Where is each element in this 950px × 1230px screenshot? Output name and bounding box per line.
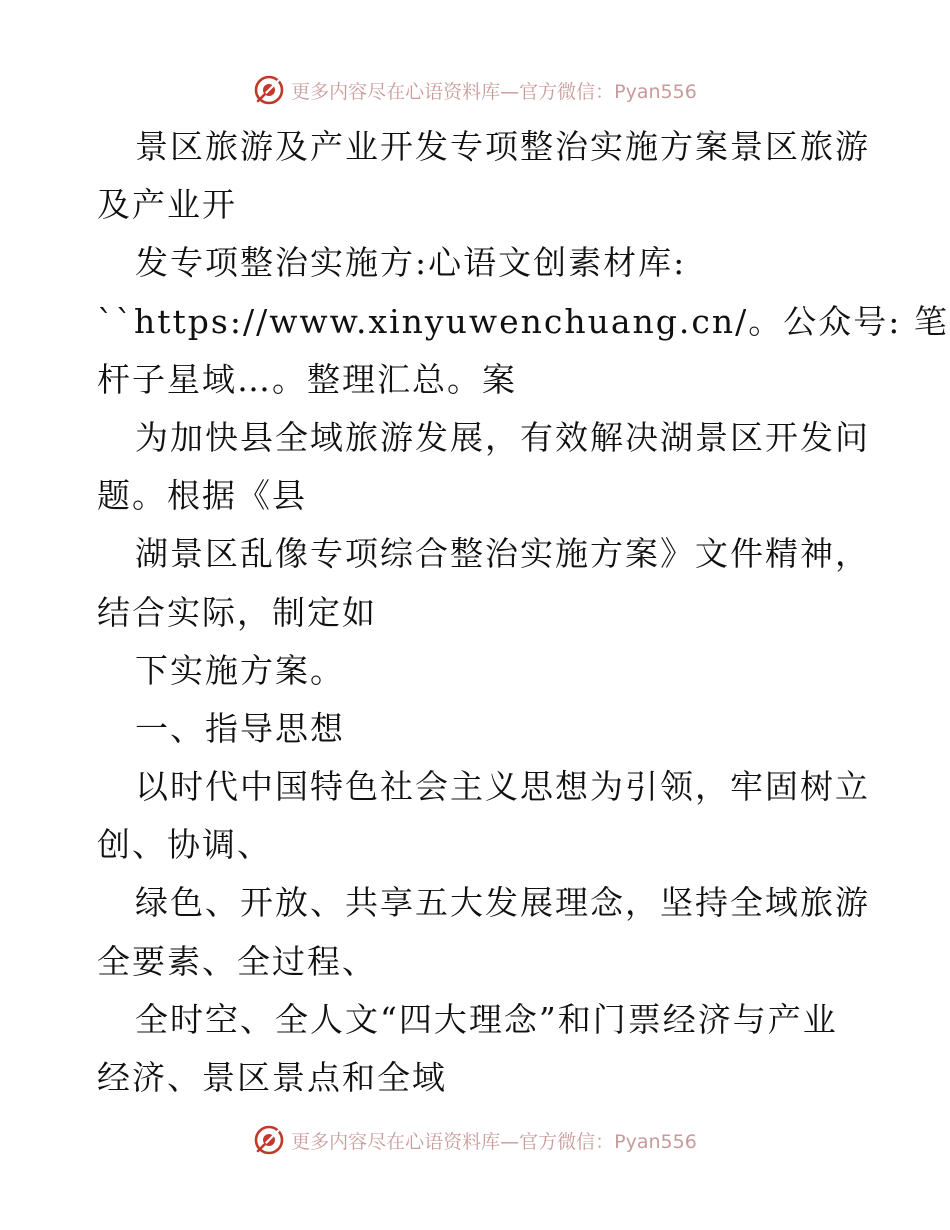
footer-watermark-banner [0,1120,950,1160]
body-line: 湖景区乱像专项综合整治实施方案》文件精神， [135,534,870,574]
header-watermark-banner [0,70,950,110]
footer-watermark-text: 更多内容尽在心语资料库—官方微信：Pyan556 [291,1130,697,1153]
section-heading: 一、指导思想 [135,708,345,748]
body-line: 题。根据《县 [97,476,307,516]
body-line: ``https://www.xinyuwenchuang.cn/。公众号: 笔 [97,301,949,341]
seal-logo-icon [253,74,285,106]
body-line: 创、协调、 [97,825,272,865]
document-body [97,118,949,1107]
body-line: 结合实际，制定如 [97,592,377,632]
body-line: 下实施方案。 [135,650,345,690]
body-line: 为加快县全域旅游发展，有效解决湖景区开发问 [135,417,870,457]
body-line: 景区旅游及产业开发专项整治实施方案景区旅游 [135,127,870,166]
body-line: 及产业开 [97,185,237,225]
body-line: 全要素、全过程、 [97,941,377,981]
header-watermark-text: 更多内容尽在心语资料库—官方微信：Pyan556 [291,80,697,103]
body-line: 绿色、开放、共享五大发展理念，坚持全域旅游 [135,883,870,923]
body-line: 杆子星域…。整理汇总。案 [97,359,517,399]
body-line: 发专项整治实施方:心语文创素材库: [135,243,687,283]
body-line: 全时空、全人文“四大理念”和门票经济与产业 [135,999,838,1039]
seal-logo-icon [253,1124,285,1156]
body-line: 经济、景区景点和全域 [97,1058,447,1097]
body-line: 以时代中国特色社会主义思想为引领，牢固树立 [135,767,870,807]
